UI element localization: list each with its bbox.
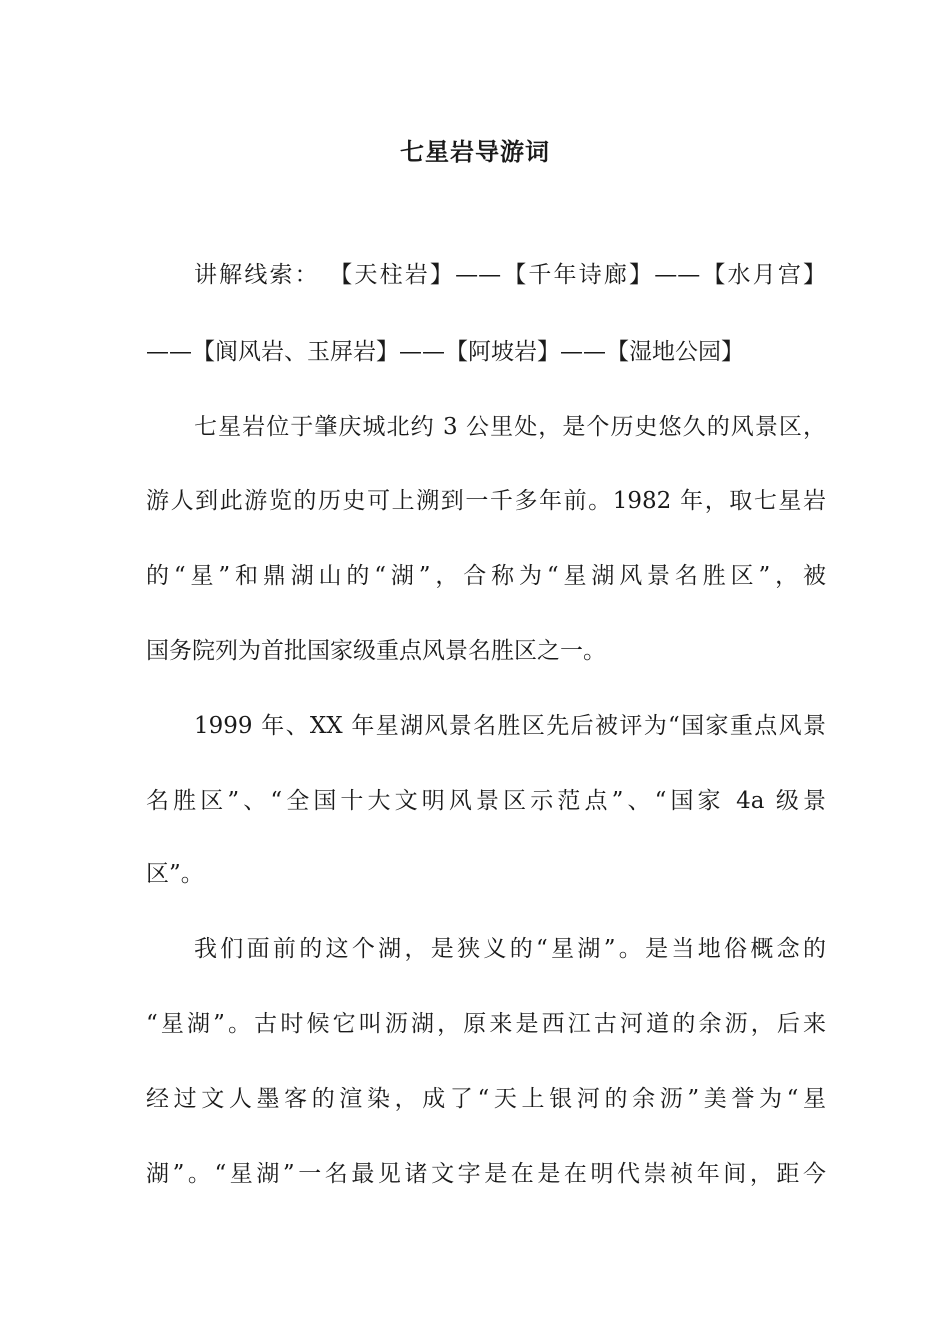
paragraph-line: 我们面前的这个湖，是狭义的“星湖”。是当地俗概念的 — [194, 936, 826, 962]
document-title: 七星岩导游词 — [400, 137, 550, 166]
paragraph-line: 名胜区”、“全国十大文明风景区示范点”、“国家 4a 级景 — [146, 788, 826, 814]
route-line-1: 讲解线索： 【天柱岩】——【千年诗廊】——【水月宫】 — [194, 262, 826, 288]
paragraph-line: 国务院列为首批国家级重点风景名胜区之一。 — [146, 638, 606, 664]
paragraph-line: 经过文人墨客的渲染，成了“天上银河的余沥”美誉为“星 — [146, 1086, 826, 1112]
paragraph-line: “星湖”。古时候它叫沥湖，原来是西江古河道的余沥，后来 — [146, 1011, 826, 1037]
paragraph-line: 七星岩位于肇庆城北约 3 公里处，是个历史悠久的风景区， — [194, 414, 826, 440]
paragraph-line: 游人到此游览的历史可上溯到一千多年前。1982 年，取七星岩 — [146, 488, 826, 514]
paragraph-line: 湖”。“星湖”一名最见诸文字是在是在明代崇祯年间，距今 — [146, 1161, 826, 1187]
route-line-2: ——【阆风岩、玉屏岩】——【阿坡岩】——【湿地公园】 — [146, 339, 744, 365]
paragraph-line: 区”。 — [146, 861, 204, 887]
paragraph-line: 1999 年、XX 年星湖风景名胜区先后被评为“国家重点风景 — [194, 713, 826, 739]
paragraph-line: 的“星”和鼎湖山的“湖”，合称为“星湖风景名胜区”，被 — [146, 563, 826, 589]
